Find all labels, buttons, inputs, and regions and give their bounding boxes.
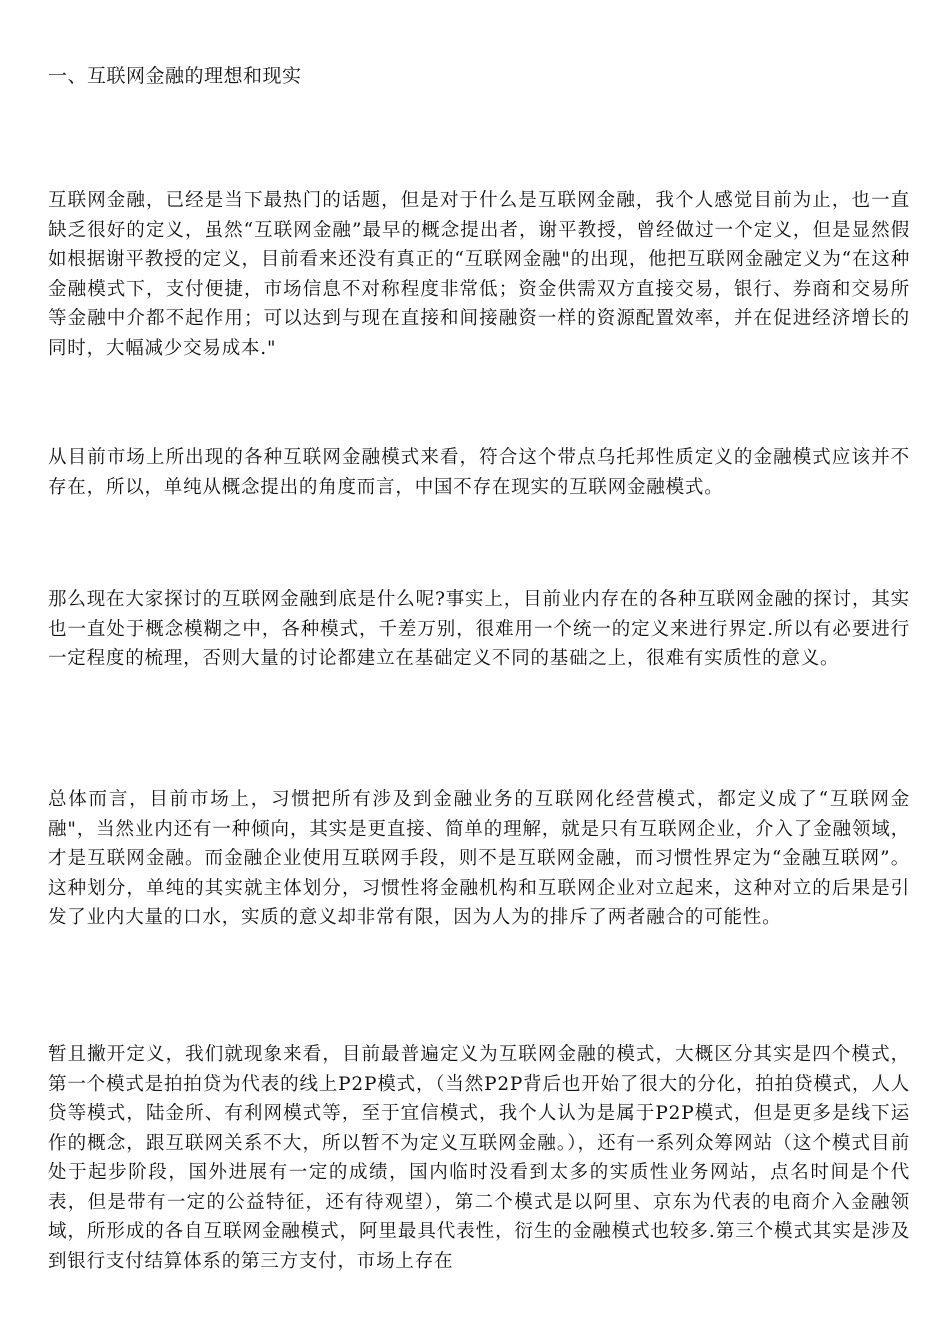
- paragraph-discussion: 那么现在大家探讨的互联网金融到底是什么呢?事实上，目前业内存在的各种互联网金融的探讨，其实也一直处于概念模糊之中，各种模式，千差万别，很难用一个统一的定义来进行界定.所以有必要进行一定程度的梳理，否则大量的讨论都建立在基础定义不同的基础之上，很难有实质性的意义。: [48, 589, 910, 669]
- section-heading: 一、互联网金融的理想和现实: [48, 65, 302, 87]
- paragraph-overall: 总体而言，目前市场上，习惯把所有涉及到金融业务的互联网化经营模式，都定义成了“互联网金融"，当然业内还有一种倾向，其实是更直接、简单的理解，就是只有互联网企业，介入了金融领域，才是互联网金融。而金融企业使用互联网手段，则不是互联网金融，而习惯性界定为“金融互联网”。这种划分，单纯的其实就主体划分，习惯性将金融机构和互联网企业对立起来，这种对立的后果是引发了业内大量的口水，实质的意义却非常有限，因为人为的排斥了两者融合的可能性。: [48, 789, 910, 928]
- paragraph-market-models: 从目前市场上所出现的各种互联网金融模式来看，符合这个带点乌托邦性质定义的金融模式应该并不存在，所以，单纯从概念提出的角度而言，中国不存在现实的互联网金融模式。: [48, 447, 910, 498]
- paragraph-definition: 互联网金融，已经是当下最热门的话题，但是对于什么是互联网金融，我个人感觉目前为止，也一直缺乏很好的定义，虽然“互联网金融”最早的概念提出者，谢平教授，曾经做过一个定义，但是显然假如根据谢平教授的定义，目前看来还没有真正的“互联网金融"的出现，他把互联网金融定义为“在这种金融模式下，支付便捷，市场信息不对称程度非常低；资金供需双方直接交易，银行、券商和交易所等金融中介都不起作用；可以达到与现在直接和间接融资一样的资源配置效率，并在促进经济增长的同时，大幅减少交易成本.": [48, 190, 910, 359]
- paragraph-four-models: 暂且撇开定义，我们就现象来看，目前最普遍定义为互联网金融的模式，大概区分其实是四个模式，第一个模式是拍拍贷为代表的线上P2P模式，（当然P2P背后也开始了很大的分化，拍拍贷模式，人人贷等模式，陆金所、有利网模式等，至于宜信模式，我个人认为是属于P2P模式，但是更多是线下运作的概念，跟互联网关系不大，所以暂不为定义互联网金融。），还有一系列众筹网站（这个模式目前处于起步阶段，国外进展有一定的成绩，国内临时没看到太多的实质性业务网站，点名时间是个代表，但是带有一定的公益特征，还有待观望），第二个模式是以阿里、京东为代表的电商介入金融领域，所形成的各自互联网金融模式，阿里最具代表性，衍生的金融模式也较多.第三个模式其实是涉及到银行支付结算体系的第三方支付，市场上存在: [48, 1044, 910, 1272]
